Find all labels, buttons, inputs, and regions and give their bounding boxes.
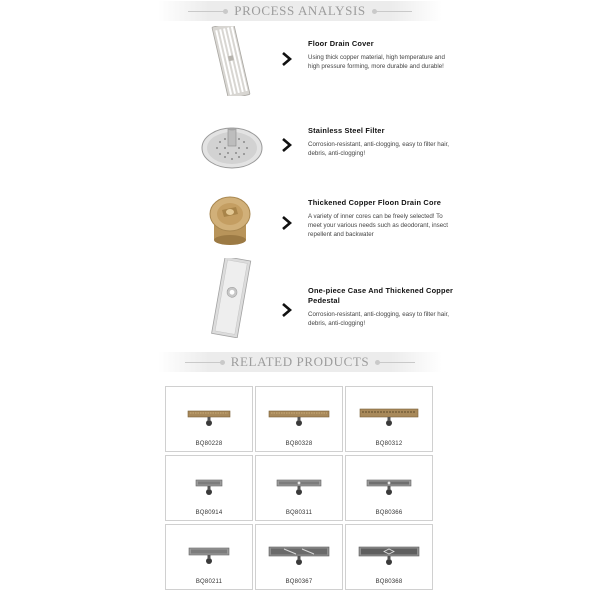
product-card[interactable] [345, 524, 433, 590]
process-item-title: One-piece Case And Thickened Copper Pedestal [308, 286, 454, 305]
process-item-description: Corrosion-resistant, anti-clogging, easy to filter hair, debris, anti-clogging! [308, 311, 450, 327]
process-item-copper-drain-core [190, 192, 470, 252]
product-code: BQ80366 [375, 510, 403, 516]
banner-decoration [374, 11, 412, 12]
process-item-title: Stainless Steel Filter [308, 126, 385, 135]
product-card[interactable] [255, 524, 343, 590]
process-item-title: Floor Drain Cover [308, 39, 374, 48]
product-thumbnail [346, 456, 432, 506]
process-item-text [308, 286, 458, 328]
product-code: BQ80211 [195, 579, 223, 585]
stainless-steel-filter-image [190, 120, 270, 175]
product-card[interactable] [165, 386, 253, 452]
process-item-description: Using thick copper material, high temperature and high pressure forming, more durable and durable! [308, 54, 445, 70]
product-card[interactable] [255, 386, 343, 452]
banner-decoration [185, 362, 223, 363]
product-card[interactable] [345, 386, 433, 452]
banner-decoration [188, 11, 226, 12]
product-thumbnail [166, 525, 252, 575]
section-title: RELATED PRODUCTS [230, 354, 370, 369]
banner-decoration [377, 362, 415, 363]
product-thumbnail [166, 387, 252, 437]
chevron-right-icon [280, 303, 294, 317]
product-code: BQ80228 [195, 441, 223, 447]
chevron-right-icon [280, 216, 294, 230]
product-thumbnail [256, 525, 342, 575]
process-item-description: A variety of inner cores can be freely selected! To meet your various needs such as deodorant, insect repellent and backwater [308, 213, 448, 238]
process-item-description: Corrosion-resistant, anti-clogging, easy to filter hair, debris, anti-clogging! [308, 141, 450, 157]
chevron-right-icon [280, 138, 294, 152]
product-code: BQ80328 [285, 441, 313, 447]
product-card[interactable] [255, 455, 343, 521]
process-item-one-piece-case [190, 258, 470, 338]
product-thumbnail [256, 456, 342, 506]
product-code: BQ80311 [285, 510, 313, 516]
process-item-floor-drain-cover [190, 26, 470, 96]
product-code: BQ80367 [285, 579, 313, 585]
related-products-banner [158, 352, 442, 372]
product-thumbnail [346, 387, 432, 437]
chevron-right-icon [280, 52, 294, 66]
product-thumbnail [166, 456, 252, 506]
product-code: BQ80312 [375, 441, 403, 447]
copper-drain-core-image [190, 192, 270, 252]
process-item-text [308, 39, 458, 71]
one-piece-case-image [190, 258, 270, 338]
process-item-text [308, 198, 458, 239]
product-thumbnail [256, 387, 342, 437]
process-item-title: Thickened Copper Floon Drain Core [308, 198, 442, 207]
process-item-stainless-steel-filter [190, 120, 470, 175]
product-card[interactable] [165, 524, 253, 590]
product-card[interactable] [345, 455, 433, 521]
floor-drain-cover-image [190, 26, 270, 96]
process-item-text [308, 126, 458, 158]
product-code: BQ80914 [195, 510, 223, 516]
product-thumbnail [346, 525, 432, 575]
product-code: BQ80368 [375, 579, 403, 585]
process-analysis-banner [158, 1, 442, 21]
product-card[interactable] [165, 455, 253, 521]
section-title: PROCESS ANALYSIS [234, 3, 366, 18]
